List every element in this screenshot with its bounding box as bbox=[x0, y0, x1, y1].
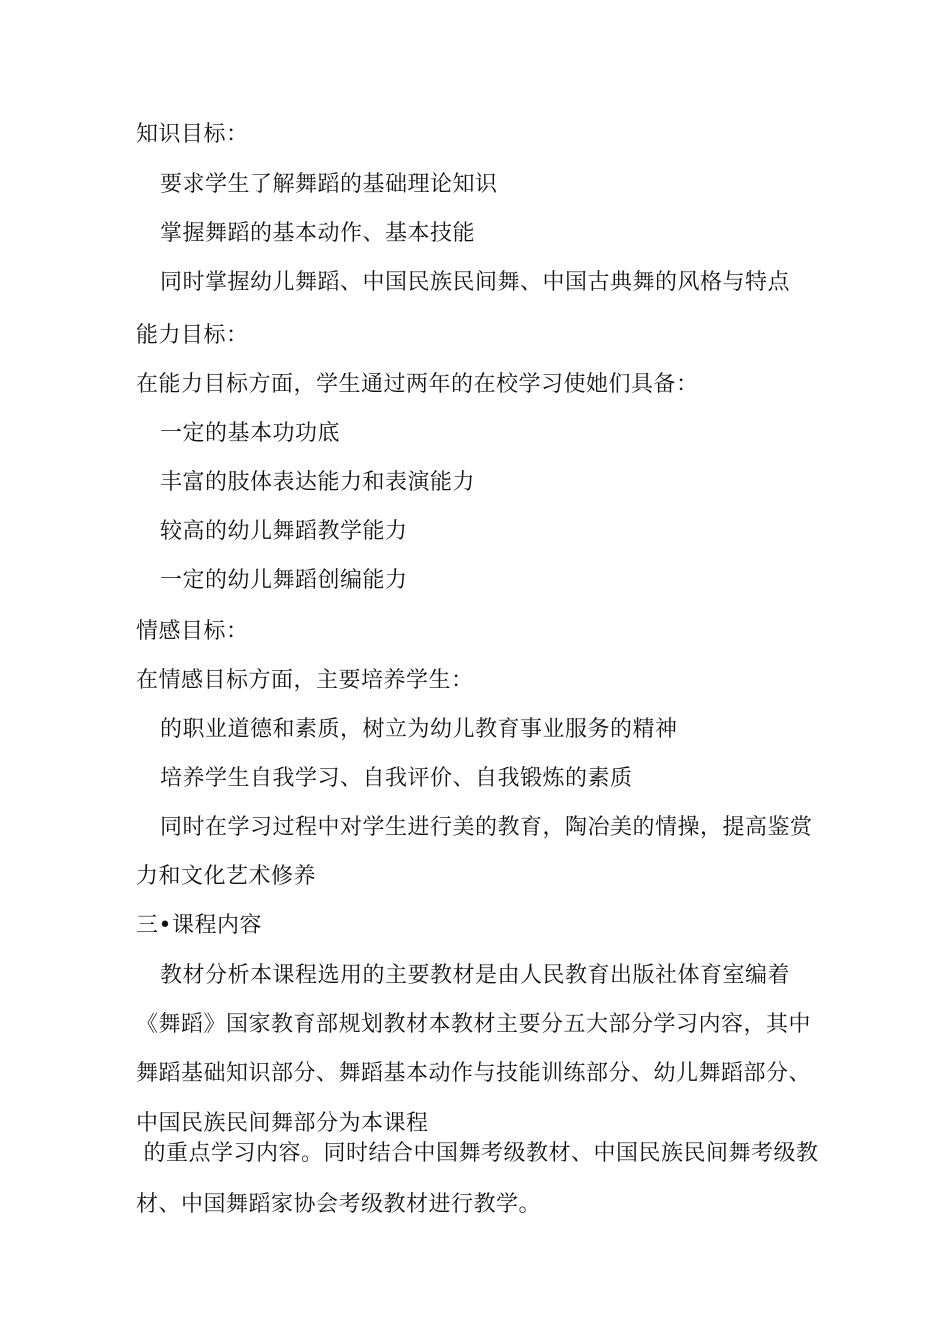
ability-item: 一定的基本功功底 bbox=[160, 421, 341, 446]
course-paragraph-line: 教材分析本课程选用的主要教材是由人民教育出版社体育室编着 bbox=[160, 963, 791, 988]
ability-item: 丰富的肢体表达能力和表演能力 bbox=[160, 470, 476, 495]
course-paragraph-line: 《舞蹈》国家教育部规划教材本教材主要分五大部分学习内容，其中 bbox=[136, 1012, 812, 1037]
emotion-item: 的职业道德和素质，树立为幼儿教育事业服务的精神 bbox=[160, 717, 678, 742]
course-heading: 三•课程内容 bbox=[136, 913, 262, 938]
emotion-continuation: 力和文化艺术修养 bbox=[136, 864, 317, 889]
knowledge-item: 掌握舞蹈的基本动作、基本技能 bbox=[160, 221, 476, 246]
course-paragraph-line: 的重点学习内容。同时结合中国舞考级教材、中国民族民间舞考级教 bbox=[136, 1141, 819, 1166]
course-paragraph-line: 材、中国舞蹈家协会考级教材进行教学。 bbox=[136, 1192, 542, 1217]
emotion-item: 同时在学习过程中对学生进行美的教育，陶冶美的情操，提高鉴赏 bbox=[160, 815, 813, 840]
emotion-item: 培养学生自我学习、自我评价、自我锻炼的素质 bbox=[160, 766, 633, 791]
ability-item: 一定的幼儿舞蹈创编能力 bbox=[160, 568, 408, 593]
emotion-heading: 情感目标： bbox=[136, 619, 249, 644]
ability-intro: 在能力目标方面，学生通过两年的在校学习使她们具备： bbox=[136, 372, 699, 397]
course-paragraph-line: 中国民族民间舞部分为本课程 bbox=[136, 1111, 429, 1136]
knowledge-heading: 知识目标： bbox=[136, 122, 249, 147]
course-paragraph-line: 舞蹈基础知识部分、舞蹈基本动作与技能训练部分、幼儿舞蹈部分、 bbox=[136, 1061, 812, 1086]
emotion-intro: 在情感目标方面，主要培养学生： bbox=[136, 668, 474, 693]
knowledge-item: 同时掌握幼儿舞蹈、中国民族民间舞、中国古典舞的风格与特点 bbox=[160, 270, 791, 295]
knowledge-item: 要求学生了解舞蹈的基础理论知识 bbox=[160, 172, 498, 197]
ability-heading: 能力目标： bbox=[136, 323, 249, 348]
ability-item: 较高的幼儿舞蹈教学能力 bbox=[160, 519, 408, 544]
